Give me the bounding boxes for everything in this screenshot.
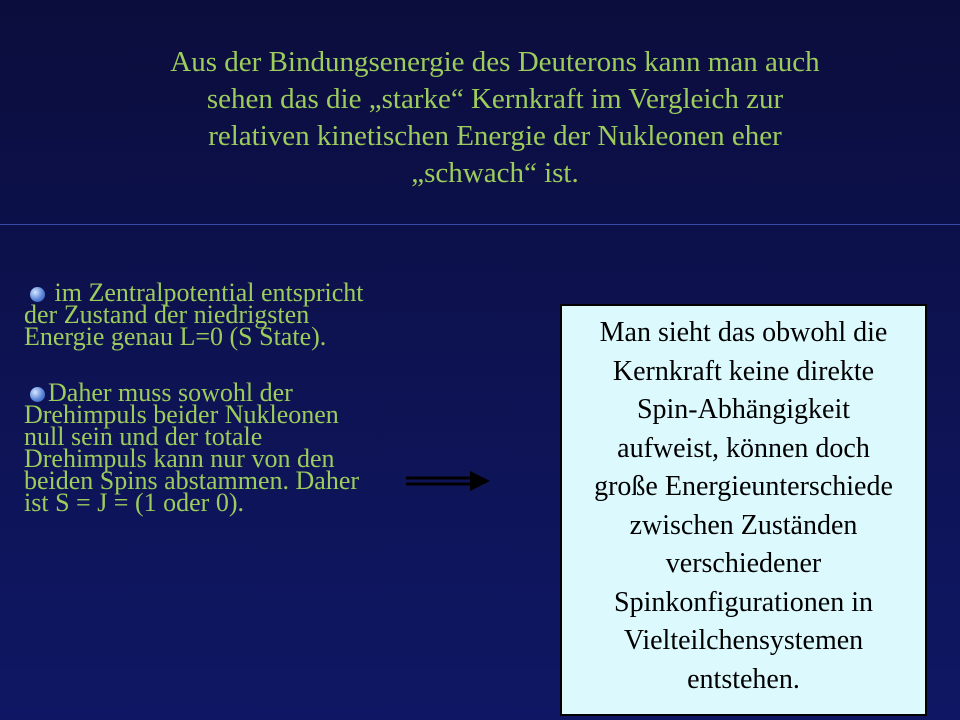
bullet-text: Daher muss sowohl der Drehimpuls beider Nukleonen null sein und der totale Drehimpuls kann nur von den beiden Spins abstammen. Daher ist S = J = (1 oder 0). — [24, 378, 360, 517]
callout-line: Spinkonfigurationen in — [614, 586, 873, 618]
title-divider — [0, 224, 960, 225]
callout-line: verschiedener — [665, 548, 822, 579]
slide-title — [100, 44, 890, 192]
title-line: „schwach“ ist. — [411, 157, 579, 189]
callout-line: aufweist, können doch — [617, 432, 870, 464]
callout-line: zwischen Zuständen — [629, 509, 858, 541]
bullet-item — [24, 278, 364, 351]
bullet-list — [24, 278, 364, 548]
callout-line: Man sieht das obwohl die — [599, 317, 888, 348]
bullet-text: im Zentralpotential entspricht der Zustand der niedrigsten Energie genau L=0 (S State). — [24, 278, 364, 351]
callout-line: Kernkraft keine direkte — [612, 355, 875, 387]
title-line: sehen das die „starke“ Kernkraft im Vergleich zur — [206, 83, 784, 115]
callout-line: Spin-Abhängigkeit — [636, 394, 851, 425]
callout-box — [560, 304, 927, 716]
callout-line: Vielteilchensystemen — [623, 625, 864, 656]
double-arrow-right-icon — [406, 470, 490, 492]
callout-line: große Energieunterschiede — [594, 471, 893, 502]
callout-line: entstehen. — [687, 663, 800, 695]
title-line: Aus der Bindungsenergie des Deuterons kann man auch — [170, 46, 820, 78]
title-line: relativen kinetischen Energie der Nukleonen eher — [208, 120, 782, 152]
bullet-item — [24, 378, 364, 517]
